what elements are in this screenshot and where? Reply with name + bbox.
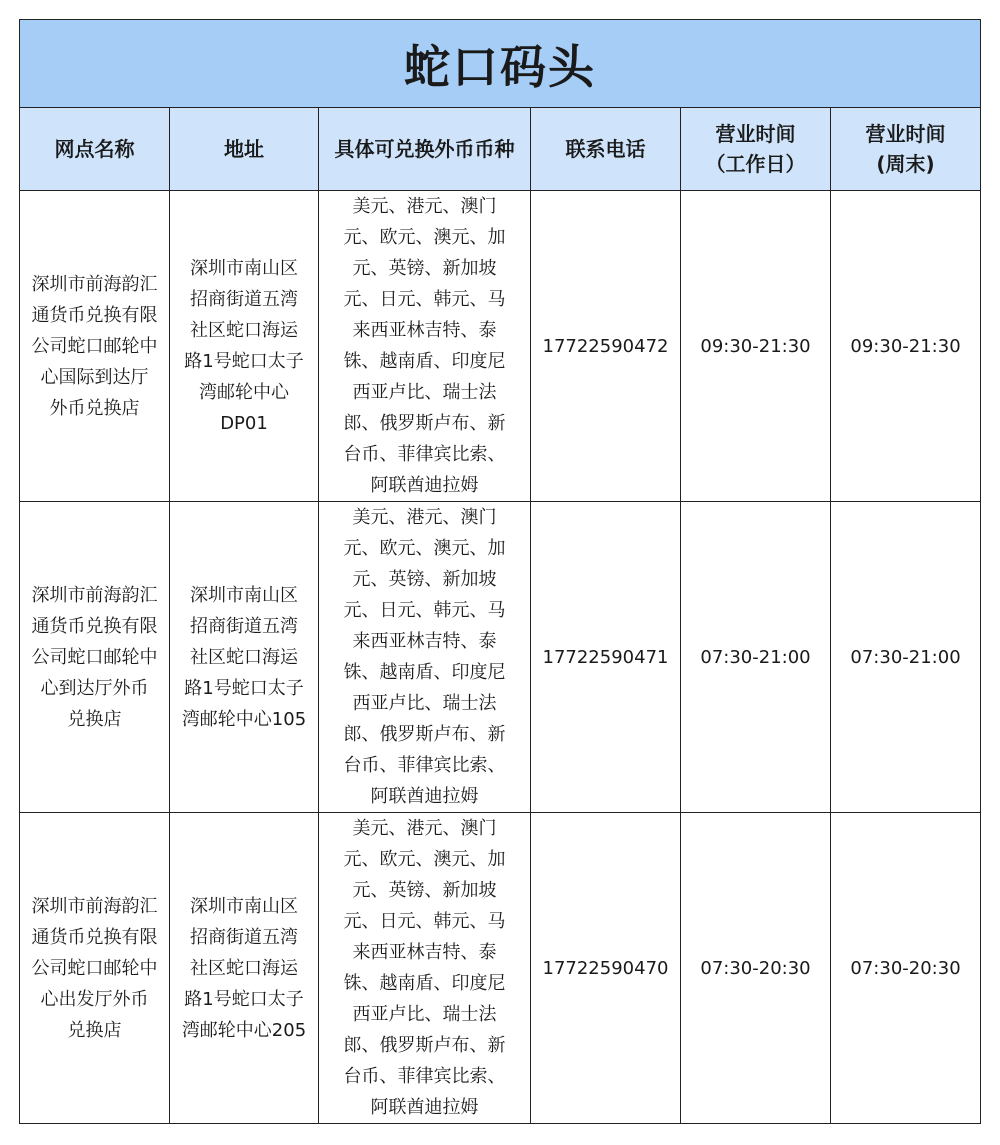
currency-line: 阿联酋迪拉姆: [370, 475, 479, 496]
address-line: 招商街道五湾: [190, 926, 298, 948]
cell-weekend-hours: 07:30-21:00: [831, 502, 981, 813]
name-line: 深圳市前海韵汇: [31, 584, 158, 606]
header-weekday-hours-line2: （工作日）: [705, 152, 806, 176]
cell-weekday-hours: 07:30-21:00: [681, 502, 831, 813]
currency-line: 元、日元、韩元、马: [343, 600, 506, 621]
address-line: 深圳市南山区: [190, 258, 298, 279]
name-line: 心出发厅外币: [40, 988, 149, 1010]
currency-line: 西亚卢比、瑞士法: [352, 1004, 497, 1025]
table-row: [20, 813, 981, 1124]
cell-phone: 17722590472: [531, 191, 681, 502]
currency-line: 元、英镑、新加坡: [352, 569, 497, 590]
address-line: 路1号蛇口太子: [184, 677, 304, 699]
header-weekend-hours: [831, 108, 981, 191]
address-line: 社区蛇口海运: [190, 957, 298, 979]
cell-name: [20, 813, 170, 1124]
name-line: 兑换店: [67, 1019, 122, 1041]
name-line: 通货币兑换有限: [31, 304, 158, 326]
exchange-table-sheet: [19, 19, 980, 1124]
cell-weekday-hours: 07:30-20:30: [681, 813, 831, 1124]
name-line: 公司蛇口邮轮中: [31, 646, 158, 668]
exchange-outlets-table: [19, 19, 981, 1124]
currency-line: 西亚卢比、瑞士法: [352, 693, 497, 714]
currency-line: 铢、越南盾、印度尼: [343, 351, 506, 372]
currency-line: 铢、越南盾、印度尼: [343, 662, 506, 683]
currency-line: 阿联酋迪拉姆: [370, 1097, 479, 1118]
currency-line: 元、英镑、新加坡: [352, 258, 497, 279]
name-line: 深圳市前海韵汇: [31, 273, 158, 295]
cell-phone: 17722590470: [531, 813, 681, 1124]
header-weekday-hours-line1: 营业时间: [715, 122, 796, 146]
name-lines: [26, 269, 164, 424]
currency-line: 郎、俄罗斯卢布、新: [343, 413, 506, 434]
currency-line: 美元、港元、澳门: [352, 507, 497, 528]
header-name: 网点名称: [20, 108, 170, 191]
cell-phone: 17722590471: [531, 502, 681, 813]
currency-line: 台币、菲律宾比索、: [343, 444, 506, 465]
name-line: 心国际到达厅: [40, 366, 149, 388]
currency-lines: [330, 502, 520, 812]
cell-weekend-hours: 07:30-20:30: [831, 813, 981, 1124]
name-lines: [26, 891, 164, 1046]
cell-address: [170, 813, 319, 1124]
address-line: 社区蛇口海运: [190, 320, 298, 341]
header-row: [20, 108, 981, 191]
header-weekday-hours: [681, 108, 831, 191]
table-row: [20, 191, 981, 502]
address-line: 路1号蛇口太子: [184, 988, 304, 1010]
currency-line: 美元、港元、澳门: [352, 196, 497, 217]
cell-weekday-hours: 09:30-21:30: [681, 191, 831, 502]
currency-line: 元、欧元、澳元、加: [343, 227, 506, 248]
currency-line: 来西亚林吉特、泰: [352, 942, 497, 963]
name-line: 心到达厅外币: [40, 677, 149, 699]
cell-name: [20, 502, 170, 813]
cell-currencies: [319, 502, 531, 813]
currency-lines: [330, 191, 520, 501]
name-line: 外币兑换店: [49, 397, 140, 419]
address-line: 社区蛇口海运: [190, 646, 298, 668]
currency-line: 来西亚林吉特、泰: [352, 320, 497, 341]
name-line: 通货币兑换有限: [31, 615, 158, 637]
address-line: 湾邮轮中心205: [181, 1019, 307, 1041]
name-line: 深圳市前海韵汇: [31, 895, 158, 917]
currency-line: 元、欧元、澳元、加: [343, 538, 506, 559]
currency-line: 美元、港元、澳门: [352, 818, 497, 839]
currency-line: 元、日元、韩元、马: [343, 911, 506, 932]
table-body: [20, 191, 981, 1124]
address-line: 路1号蛇口太子: [184, 351, 304, 372]
currency-line: 来西亚林吉特、泰: [352, 631, 497, 652]
currency-line: 郎、俄罗斯卢布、新: [343, 724, 506, 745]
cell-address: [170, 191, 319, 502]
currency-line: 台币、菲律宾比索、: [343, 755, 506, 776]
currency-line: 元、欧元、澳元、加: [343, 849, 506, 870]
table-title: 蛇口码头: [20, 20, 981, 108]
address-line: 湾邮轮中心105: [181, 708, 307, 730]
currency-line: 西亚卢比、瑞士法: [352, 382, 497, 403]
name-line: 公司蛇口邮轮中: [31, 957, 158, 979]
address-line: 招商街道五湾: [190, 615, 298, 637]
address-line: DP01: [220, 413, 268, 434]
name-line: 公司蛇口邮轮中: [31, 335, 158, 357]
cell-address: [170, 502, 319, 813]
address-lines: [177, 891, 312, 1046]
address-lines: [177, 580, 312, 735]
header-phone: 联系电话: [531, 108, 681, 191]
address-line: 深圳市南山区: [190, 584, 298, 606]
header-currencies: 具体可兑换外币币种: [319, 108, 531, 191]
address-line: 深圳市南山区: [190, 895, 298, 917]
currency-line: 元、日元、韩元、马: [343, 289, 506, 310]
header-address: 地址: [170, 108, 319, 191]
currency-line: 郎、俄罗斯卢布、新: [343, 1035, 506, 1056]
currency-line: 元、英镑、新加坡: [352, 880, 497, 901]
header-weekend-hours-line2: (周末): [876, 152, 935, 176]
name-lines: [26, 580, 164, 735]
address-line: 湾邮轮中心: [199, 382, 289, 403]
cell-weekend-hours: 09:30-21:30: [831, 191, 981, 502]
address-lines: [177, 253, 312, 439]
currency-line: 台币、菲律宾比索、: [343, 1066, 506, 1087]
table-row: [20, 502, 981, 813]
currency-line: 铢、越南盾、印度尼: [343, 973, 506, 994]
currency-lines: [330, 813, 520, 1123]
cell-currencies: [319, 813, 531, 1124]
name-line: 兑换店: [67, 708, 122, 730]
name-line: 通货币兑换有限: [31, 926, 158, 948]
cell-name: [20, 191, 170, 502]
cell-currencies: [319, 191, 531, 502]
header-weekend-hours-line1: 营业时间: [865, 122, 946, 146]
currency-line: 阿联酋迪拉姆: [370, 786, 479, 807]
address-line: 招商街道五湾: [190, 289, 298, 310]
